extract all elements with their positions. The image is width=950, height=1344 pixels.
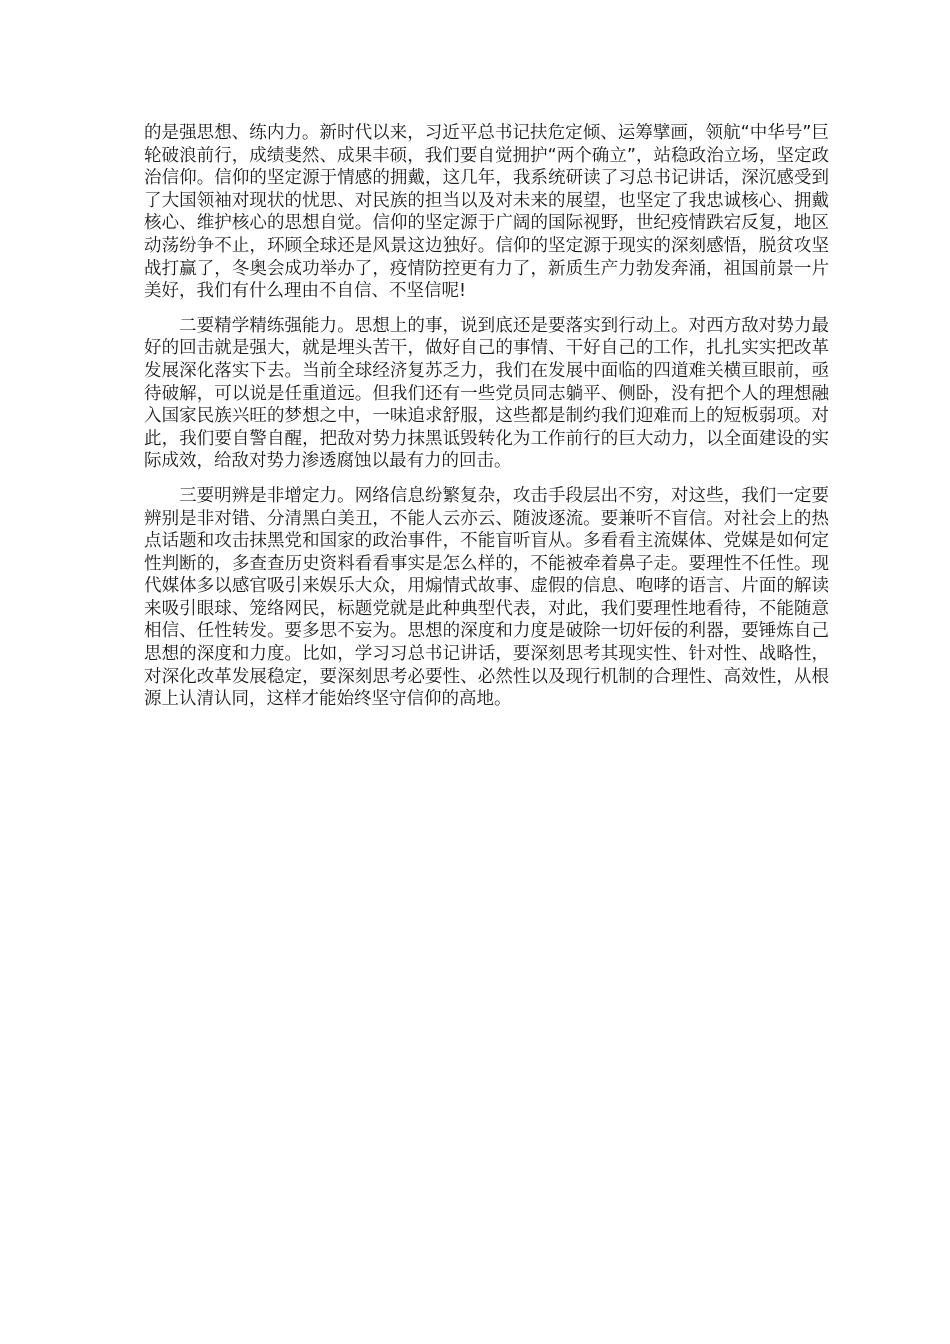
paragraph-3: 三要明辨是非增定力。网络信息纷繁复杂，攻击手段层出不穷，对这些，我们一定要辨别是非对错、分清黑白美丑，不能人云亦云、随波逐流。要兼听不盲信。对社会上的热点话题和攻击抹黑党和国家的政治事件，不能盲听盲从。多看看主流媒体、党媒是如何定性判断的，多查查历史资料看看事实是怎么样的，不能被牵着鼻子走。要理性不任性。现代媒体多以感官吸引来娱乐大众，用煽情式故事、虚假的信息、咆哮的语言、片面的解读来吸引眼球、笼络网民，标题党就是此种典型代表，对此，我们要理性地看待，不能随意相信、任性转发。要多思不妄为。思想的深度和力度是破除一切奸佞的利器，要锤炼自己思想的深度和力度。比如，学习习总书记讲话，要深刻思考其现实性、针对性、战略性，对深化改革发展稳定，要深刻思考必要性、必然性以及现行机制的合理性、高效性，从根源上认清认同，这样才能始终坚守信仰的高地。: [144, 485, 829, 710]
paragraph-1: 的是强思想、练内力。新时代以来，习近平总书记扶危定倾、运筹擘画，领航“中华号”巨轮破浪前行，成绩斐然、成果丰硕，我们要自觉拥护“两个确立”，站稳政治立场，坚定政治信仰。信仰的坚定源于情感的拥戴，这几年，我系统研读了习总书记讲话，深沉感受到了大国领袖对现状的忧思、对民族的担当以及对未来的展望，也坚定了我忠诚核心、拥戴核心、维护核心的思想自觉。信仰的坚定源于广阔的国际视野，世纪疫情跌宕反复，地区动荡纷争不止，环顾全球还是风景这边独好。信仰的坚定源于现实的深刻感悟，脱贫攻坚战打赢了，冬奥会成功举办了，疫情防控更有力了，新质生产力勃发奔涌，祖国前景一片美好，我们有什么理由不自信、不坚信呢!: [144, 123, 829, 302]
paragraph-2: 二要精学精练强能力。思想上的事，说到底还是要落实到行动上。对西方敌对势力最好的回击就是强大，就是埋头苦干，做好自己的事情、干好自己的工作，扎扎实实把改革发展深化落实下去。当前全球经济复苏乏力，我们在发展中面临的四道难关横亘眼前，亟待破解，可以说是任重道远。但我们还有一些党员同志躺平、侧卧，没有把个人的理想融入国家民族兴旺的梦想之中，一味追求舒服，这些都是制约我们迎难而上的短板弱项。对此，我们要自警自醒，把敌对势力抹黑诋毁转化为工作前行的巨大动力，以全面建设的实际成效，给敌对势力渗透腐蚀以最有力的回击。: [144, 315, 829, 472]
document-body: [144, 122, 829, 723]
